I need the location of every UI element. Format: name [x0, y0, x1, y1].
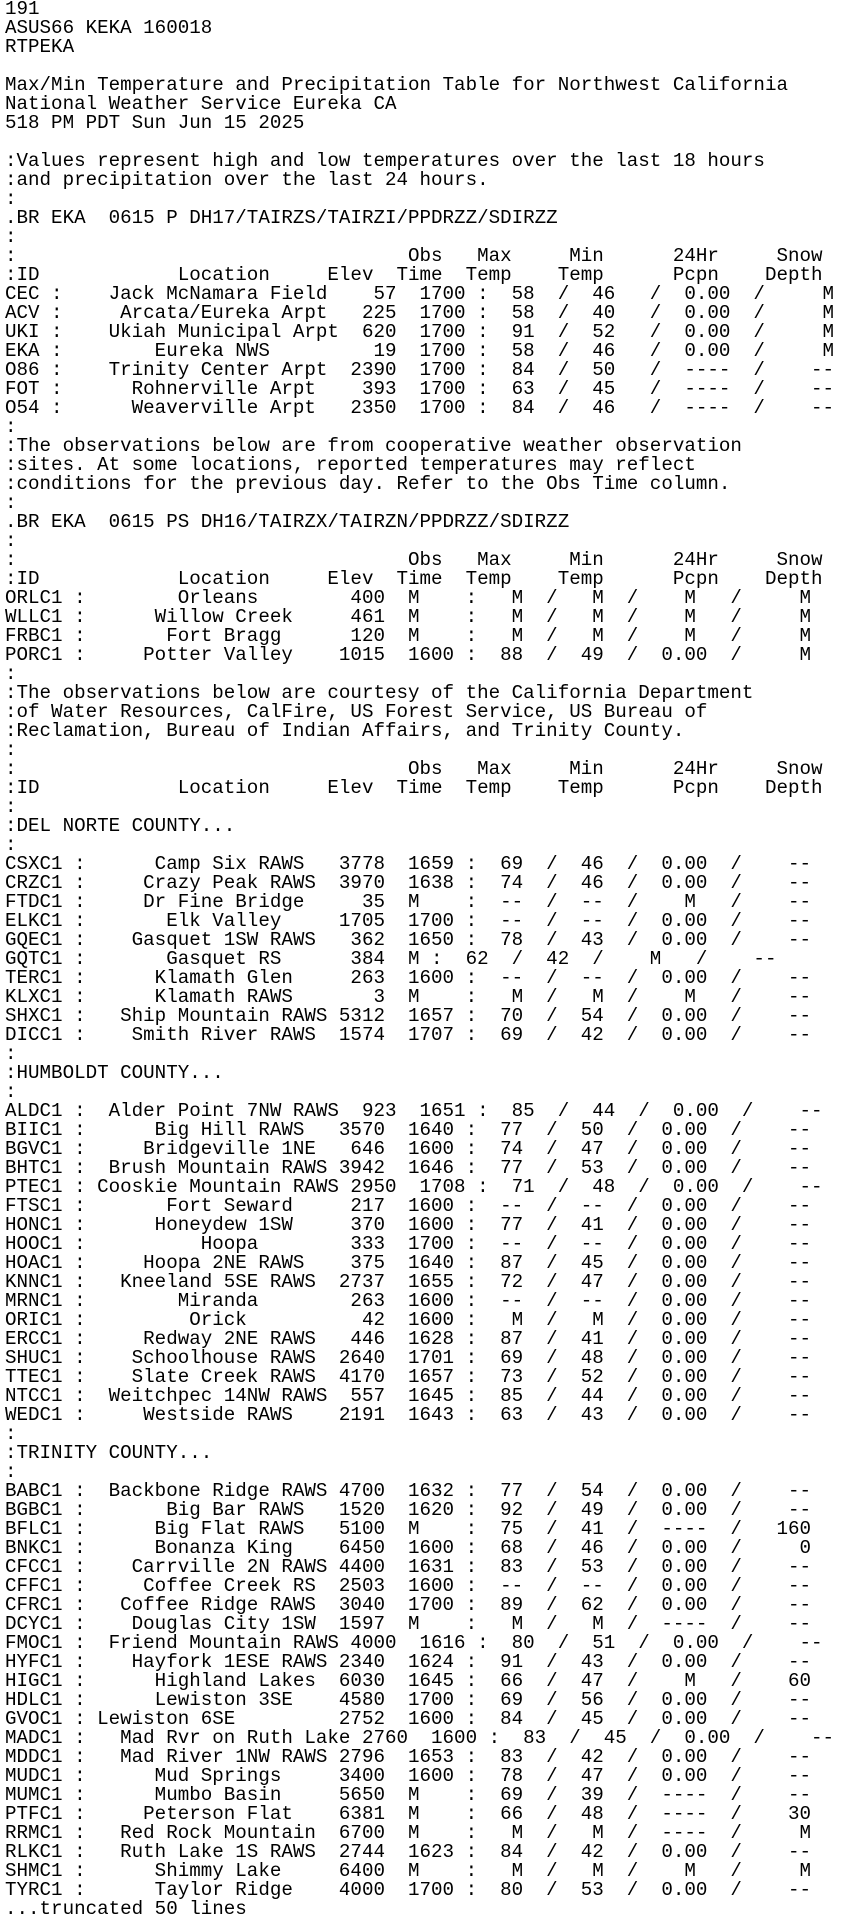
- text-line: SHUC1 : Schoolhouse RAWS 2640 1701 : 69 / 48 / 0.00 / --: [5, 1347, 812, 1369]
- text-line: HIGC1 : Highland Lakes 6030 1645 : 66 / 47 / M / 60: [5, 1670, 812, 1692]
- text-line: TERC1 : Klamath Glen 263 1600 : -- / -- / 0.00 / --: [5, 967, 812, 989]
- text-line: :Reclamation, Bureau of Indian Affairs, and Trinity County.: [5, 720, 685, 742]
- text-line: National Weather Service Eureka CA: [5, 93, 397, 115]
- text-line: ALDC1 : Alder Point 7NW RAWS 923 1651 : 85 / 44 / 0.00 / --: [5, 1100, 823, 1122]
- text-line: :: [5, 416, 17, 438]
- text-line: HOAC1 : Hoopa 2NE RAWS 375 1640 : 87 / 45 / 0.00 / --: [5, 1252, 812, 1274]
- text-line: TYRC1 : Taylor Ridge 4000 1700 : 80 / 53 / 0.00 / --: [5, 1879, 812, 1901]
- text-line: :: [5, 1423, 17, 1445]
- text-line: FTSC1 : Fort Seward 217 1600 : -- / -- / 0.00 / --: [5, 1195, 812, 1217]
- text-line: O54 : Weaverville Arpt 2350 1700 : 84 / 46 / ---- / --: [5, 397, 835, 419]
- text-line: CRZC1 : Crazy Peak RAWS 3970 1638 : 74 / 46 / 0.00 / --: [5, 872, 812, 894]
- text-line: ASUS66 KEKA 160018: [5, 17, 213, 39]
- text-line: UKI : Ukiah Municipal Arpt 620 1700 : 91 / 52 / 0.00 / M: [5, 321, 835, 343]
- text-line: PTEC1 : Cooskie Mountain RAWS 2950 1708 : 71 / 48 / 0.00 / --: [5, 1176, 823, 1198]
- text-line: CFCC1 : Carrville 2N RAWS 4400 1631 : 83 / 53 / 0.00 / --: [5, 1556, 812, 1578]
- text-line: :TRINITY COUNTY...: [5, 1442, 213, 1464]
- text-line: :of Water Resources, CalFire, US Forest Service, US Bureau of: [5, 701, 708, 723]
- text-line: PORC1 : Potter Valley 1015 1600 : 88 / 49 / 0.00 / M: [5, 644, 812, 666]
- text-line: MUMC1 : Mumbo Basin 5650 M : 69 / 39 / ---- / --: [5, 1784, 812, 1806]
- text-line: TTEC1 : Slate Creek RAWS 4170 1657 : 73 / 52 / 0.00 / --: [5, 1366, 812, 1388]
- text-line: BGBC1 : Big Bar RAWS 1520 1620 : 92 / 49 / 0.00 / --: [5, 1499, 812, 1521]
- text-line: NTCC1 : Weitchpec 14NW RAWS 557 1645 : 85 / 44 / 0.00 / --: [5, 1385, 812, 1407]
- text-line: :The observations below are from cooperative weather observation: [5, 435, 742, 457]
- text-line: :: [5, 796, 17, 818]
- text-line: CFFC1 : Coffee Creek RS 2503 1600 : -- / -- / 0.00 / --: [5, 1575, 812, 1597]
- text-line: BGVC1 : Bridgeville 1NE 646 1600 : 74 / 47 / 0.00 / --: [5, 1138, 812, 1160]
- text-line: MUDC1 : Mud Springs 3400 1600 : 78 / 47 / 0.00 / --: [5, 1765, 812, 1787]
- text-line: GVOC1 : Lewiston 6SE 2752 1600 : 84 / 45 / 0.00 / --: [5, 1708, 812, 1730]
- text-line: :: [5, 663, 17, 685]
- text-line: :and precipitation over the last 24 hours.: [5, 169, 489, 191]
- text-line: RLKC1 : Ruth Lake 1S RAWS 2744 1623 : 84 / 42 / 0.00 / --: [5, 1841, 812, 1863]
- text-line: EKA : Eureka NWS 19 1700 : 58 / 46 / 0.00 / M: [5, 340, 835, 362]
- text-line: :ID Location Elev Time Temp Temp Pcpn Depth: [5, 568, 823, 590]
- text-line: MADC1 : Mad Rvr on Ruth Lake 2760 1600 : 83 / 45 / 0.00 / --: [5, 1727, 835, 1749]
- text-line: :ID Location Elev Time Temp Temp Pcpn Depth: [5, 264, 823, 286]
- text-line: Max/Min Temperature and Precipitation Table for Northwest California: [5, 74, 788, 96]
- text-line: :conditions for the previous day. Refer to the Obs Time column.: [5, 473, 731, 495]
- text-line: BHTC1 : Brush Mountain RAWS 3942 1646 : 77 / 53 / 0.00 / --: [5, 1157, 812, 1179]
- text-line: KNNC1 : Kneeland 5SE RAWS 2737 1655 : 72 / 47 / 0.00 / --: [5, 1271, 812, 1293]
- text-line: :HUMBOLDT COUNTY...: [5, 1062, 224, 1084]
- text-line: RRMC1 : Red Rock Mountain 6700 M : M / M / ---- / M: [5, 1822, 812, 1844]
- text-line: HOOC1 : Hoopa 333 1700 : -- / -- / 0.00 / --: [5, 1233, 812, 1255]
- text-line: ELKC1 : Elk Valley 1705 1700 : -- / -- / 0.00 / --: [5, 910, 812, 932]
- text-line: DCYC1 : Douglas City 1SW 1597 M : M / M / ---- / --: [5, 1613, 812, 1635]
- text-line: WEDC1 : Westside RAWS 2191 1643 : 63 / 43 / 0.00 / --: [5, 1404, 812, 1426]
- text-line: FMOC1 : Friend Mountain RAWS 4000 1616 : 80 / 51 / 0.00 / --: [5, 1632, 823, 1654]
- text-line: ERCC1 : Redway 2NE RAWS 446 1628 : 87 / 41 / 0.00 / --: [5, 1328, 812, 1350]
- text-line: .BR EKA 0615 P DH17/TAIRZS/TAIRZI/PPDRZZ/SDIRZZ: [5, 207, 558, 229]
- text-line: BABC1 : Backbone Ridge RAWS 4700 1632 : 77 / 54 / 0.00 / --: [5, 1480, 812, 1502]
- text-line: MRNC1 : Miranda 263 1600 : -- / -- / 0.00 / --: [5, 1290, 812, 1312]
- text-line: :: [5, 492, 17, 514]
- text-line: :sites. At some locations, reported temperatures may reflect: [5, 454, 696, 476]
- text-line: CEC : Jack McNamara Field 57 1700 : 58 / 46 / 0.00 / M: [5, 283, 835, 305]
- text-line: KLXC1 : Klamath RAWS 3 M : M / M / M / --: [5, 986, 812, 1008]
- text-line: :ID Location Elev Time Temp Temp Pcpn Depth: [5, 777, 823, 799]
- text-line: CSXC1 : Camp Six RAWS 3778 1659 : 69 / 46 / 0.00 / --: [5, 853, 812, 875]
- text-line: ACV : Arcata/Eureka Arpt 225 1700 : 58 / 40 / 0.00 / M: [5, 302, 835, 324]
- text-line: 191: [5, 0, 40, 20]
- text-line: BIIC1 : Big Hill RAWS 3570 1640 : 77 / 50 / 0.00 / --: [5, 1119, 812, 1141]
- text-line: ...truncated 50 lines: [5, 1898, 247, 1920]
- text-line: DICC1 : Smith River RAWS 1574 1707 : 69 / 42 / 0.00 / --: [5, 1024, 812, 1046]
- text-line: SHXC1 : Ship Mountain RAWS 5312 1657 : 70 / 54 / 0.00 / --: [5, 1005, 812, 1027]
- text-line: .BR EKA 0615 PS DH16/TAIRZX/TAIRZN/PPDRZZ/SDIRZZ: [5, 511, 570, 533]
- text-line: :DEL NORTE COUNTY...: [5, 815, 236, 837]
- text-line: PTFC1 : Peterson Flat 6381 M : 66 / 48 / ---- / 30: [5, 1803, 812, 1825]
- text-line: :: [5, 226, 17, 248]
- text-line: :: [5, 1081, 17, 1103]
- text-line: FRBC1 : Fort Bragg 120 M : M / M / M / M: [5, 625, 812, 647]
- text-line: :: [5, 834, 17, 856]
- text-line: :: [5, 188, 17, 210]
- text-line: HYFC1 : Hayfork 1ESE RAWS 2340 1624 : 91 / 43 / 0.00 / --: [5, 1651, 812, 1673]
- text-line: CFRC1 : Coffee Ridge RAWS 3040 1700 : 89 / 62 / 0.00 / --: [5, 1594, 812, 1616]
- text-line: BFLC1 : Big Flat RAWS 5100 M : 75 / 41 / ---- / 160: [5, 1518, 812, 1540]
- text-line: SHMC1 : Shimmy Lake 6400 M : M / M / M / M: [5, 1860, 812, 1882]
- text-line: O86 : Trinity Center Arpt 2390 1700 : 84 / 50 / ---- / --: [5, 359, 835, 381]
- text-line: :: [5, 1461, 17, 1483]
- text-line: FOT : Rohnerville Arpt 393 1700 : 63 / 45 / ---- / --: [5, 378, 835, 400]
- text-line: :Values represent high and low temperatures over the last 18 hours: [5, 150, 765, 172]
- text-line: : Obs Max Min 24Hr Snow: [5, 549, 823, 571]
- text-line: : Obs Max Min 24Hr Snow: [5, 245, 823, 267]
- text-line: :The observations below are courtesy of the California Department: [5, 682, 754, 704]
- text-line: :: [5, 530, 17, 552]
- text-line: : Obs Max Min 24Hr Snow: [5, 758, 823, 780]
- text-line: 518 PM PDT Sun Jun 15 2025: [5, 112, 305, 134]
- text-line: ORIC1 : Orick 42 1600 : M / M / 0.00 / --: [5, 1309, 812, 1331]
- text-line: FTDC1 : Dr Fine Bridge 35 M : -- / -- / M / --: [5, 891, 812, 913]
- text-line: :: [5, 1043, 17, 1065]
- text-line: BNKC1 : Bonanza King 6450 1600 : 68 / 46 / 0.00 / 0: [5, 1537, 812, 1559]
- text-line: GQTC1 : Gasquet RS 384 M : 62 / 42 / M / --: [5, 948, 777, 970]
- text-line: ORLC1 : Orleans 400 M : M / M / M / M: [5, 587, 812, 609]
- text-line: RTPEKA: [5, 36, 75, 58]
- text-line: HDLC1 : Lewiston 3SE 4580 1700 : 69 / 56 / 0.00 / --: [5, 1689, 812, 1711]
- text-line: WLLC1 : Willow Creek 461 M : M / M / M / M: [5, 606, 812, 628]
- text-line: :: [5, 739, 17, 761]
- text-line: GQEC1 : Gasquet 1SW RAWS 362 1650 : 78 / 43 / 0.00 / --: [5, 929, 812, 951]
- text-line: MDDC1 : Mad River 1NW RAWS 2796 1653 : 83 / 42 / 0.00 / --: [5, 1746, 812, 1768]
- text-line: HONC1 : Honeydew 1SW 370 1600 : 77 / 41 / 0.00 / --: [5, 1214, 812, 1236]
